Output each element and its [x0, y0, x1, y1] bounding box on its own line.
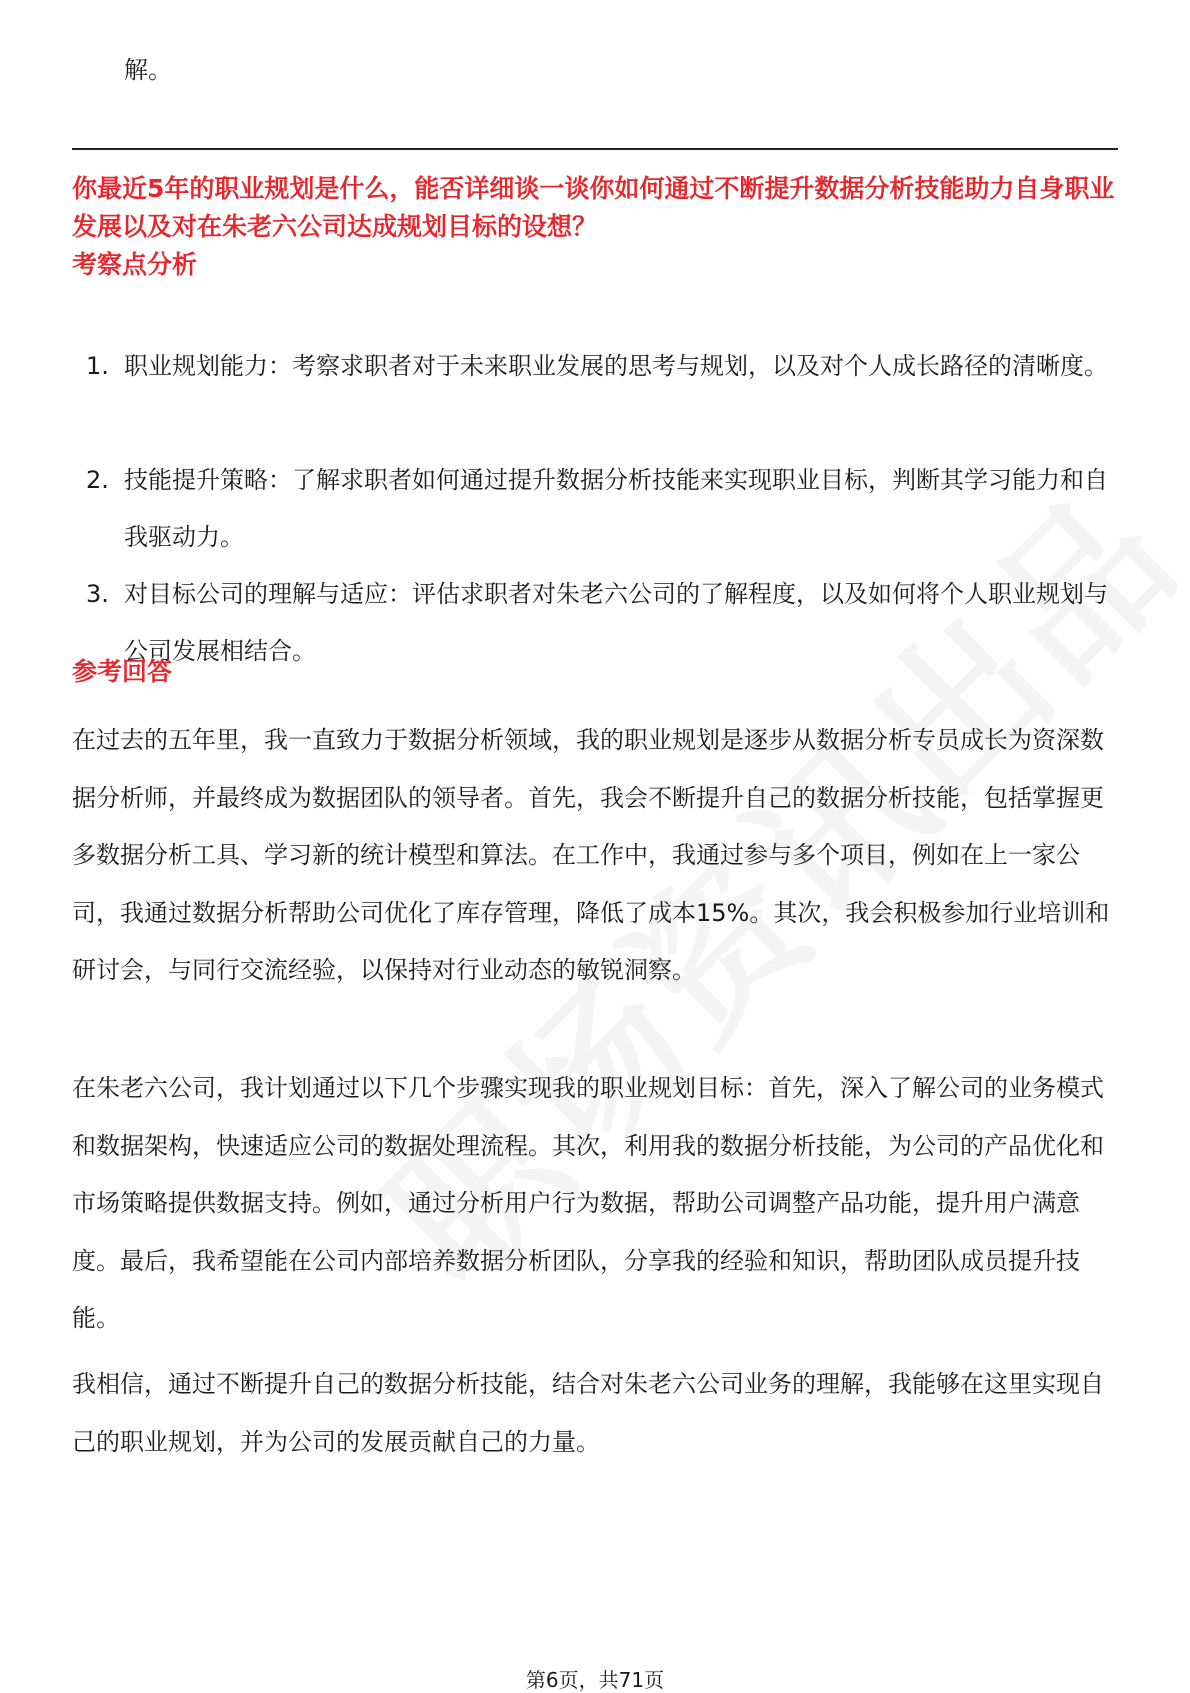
continuation-text: 解。: [124, 56, 172, 84]
item-number: 2.: [86, 466, 109, 494]
answer-paragraph: 在过去的五年里，我一直致力于数据分析领域，我的职业规划是逐步从数据分析专员成长为资深数据分析师，并最终成为数据团队的领导者。首先，我会不断提升自己的数据分析技能，包括掌握更多数据分析工具、学习新的统计模型和算法。在工作中，我通过参与多个项目，例如在上一家公司，我通过数据分析帮助公司优化了库存管理，降低了成本15%。其次，我会积极参加行业培训和研讨会，与同行交流经验，以保持对行业动态的敏锐洞察。: [72, 726, 1110, 984]
analysis-item: [72, 566, 1118, 680]
item-number: 1.: [86, 352, 109, 380]
answer-paragraph: 在朱老六公司，我计划通过以下几个步骤实现我的职业规划目标：首先，深入了解公司的业务模式和数据架构，快速适应公司的数据处理流程。其次，利用我的数据分析技能，为公司的产品优化和市场策略提供数据支持。例如，通过分析用户行为数据，帮助公司调整产品功能，提升用户满意度。最后，我希望能在公司内部培养数据分析团队，分享我的经验和知识，帮助团队成员提升技能。: [72, 1074, 1104, 1332]
analysis-title: 考察点分析: [72, 250, 198, 279]
item-text: 技能提升策略：了解求职者如何通过提升数据分析技能来实现职业目标，判断其学习能力和自我驱动力。: [124, 466, 1108, 551]
item-text: 职业规划能力：考察求职者对于未来职业发展的思考与规划，以及对个人成长路径的清晰度。: [124, 352, 1108, 380]
page-footer: 第6页，共71页: [525, 1668, 665, 1692]
answer-paragraph: 我相信，通过不断提升自己的数据分析技能，结合对朱老六公司业务的理解，我能够在这里实现自己的职业规划，并为公司的发展贡献自己的力量。: [72, 1370, 1104, 1456]
analysis-item: [72, 452, 1118, 566]
item-number: 3.: [86, 580, 109, 608]
answer-title: 参考回答: [72, 657, 173, 686]
analysis-list: [72, 338, 1118, 680]
divider: [72, 148, 1118, 150]
item-text: 对目标公司的理解与适应：评估求职者对朱老六公司的了解程度，以及如何将个人职业规划与公司发展相结合。: [124, 580, 1108, 665]
question-heading: 你最近5年的职业规划是什么，能否详细谈一谈你如何通过不断提升数据分析技能助力自身职业发展以及对在朱老六公司达成规划目标的设想？: [72, 174, 1115, 241]
analysis-item: [72, 338, 1118, 452]
